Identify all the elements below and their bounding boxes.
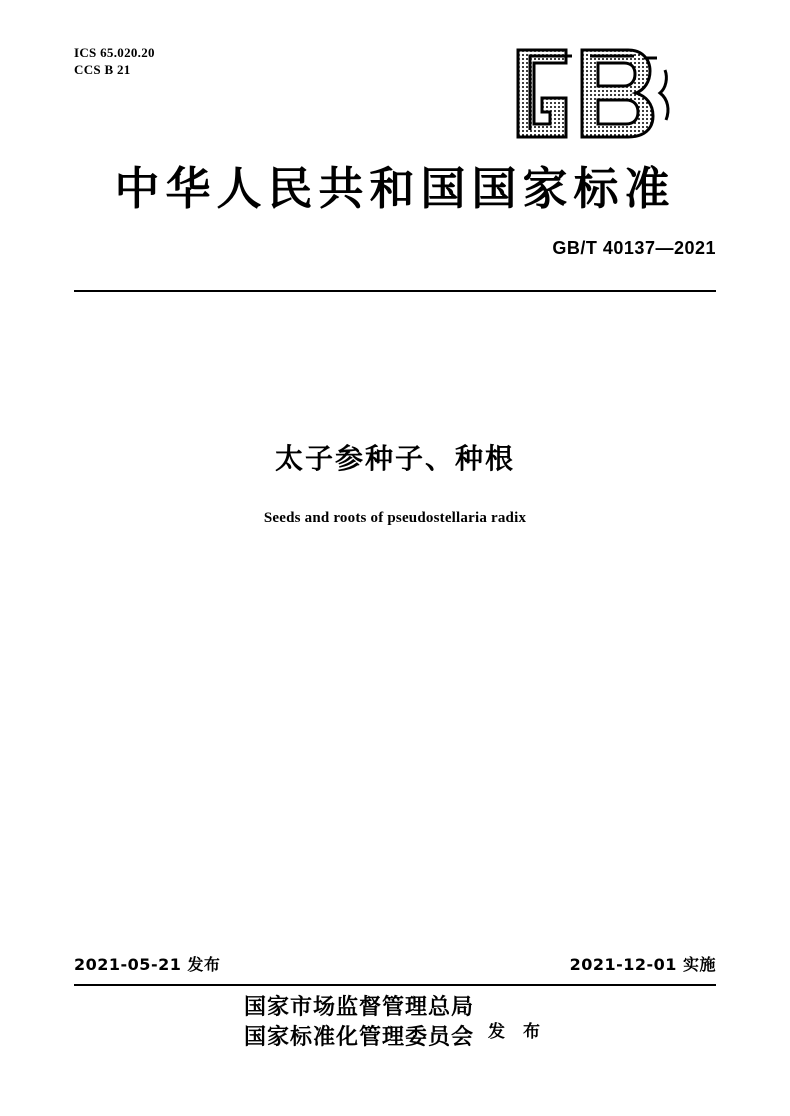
ics-code: ICS 65.020.20 <box>74 45 155 60</box>
standard-number: GB/T 40137—2021 <box>552 238 716 258</box>
document-title-cn: 太子参种子、种根 <box>274 442 515 475</box>
ccs-code: CCS B 21 <box>74 62 131 77</box>
publisher-line-2: 国家标准化管理委员会 <box>244 1025 475 1050</box>
authority-title: 中华人民共和国国家标准 <box>114 162 676 215</box>
document-title-en: Seeds and roots of pseudostellaria radix <box>263 510 527 526</box>
divider-bottom <box>74 984 716 986</box>
publisher-line-1: 国家市场监督管理总局 <box>244 995 475 1020</box>
gb-logo-icon <box>510 46 675 141</box>
divider-top <box>74 290 716 292</box>
issue-date: 2021-05-21 发布 <box>74 955 221 974</box>
publisher-block <box>0 993 790 1053</box>
classification-codes <box>74 44 155 78</box>
publisher-names <box>244 993 474 1053</box>
implementation-date: 2021-12-01 实施 <box>569 955 716 974</box>
publisher-verb: 发 布 <box>488 1021 546 1042</box>
